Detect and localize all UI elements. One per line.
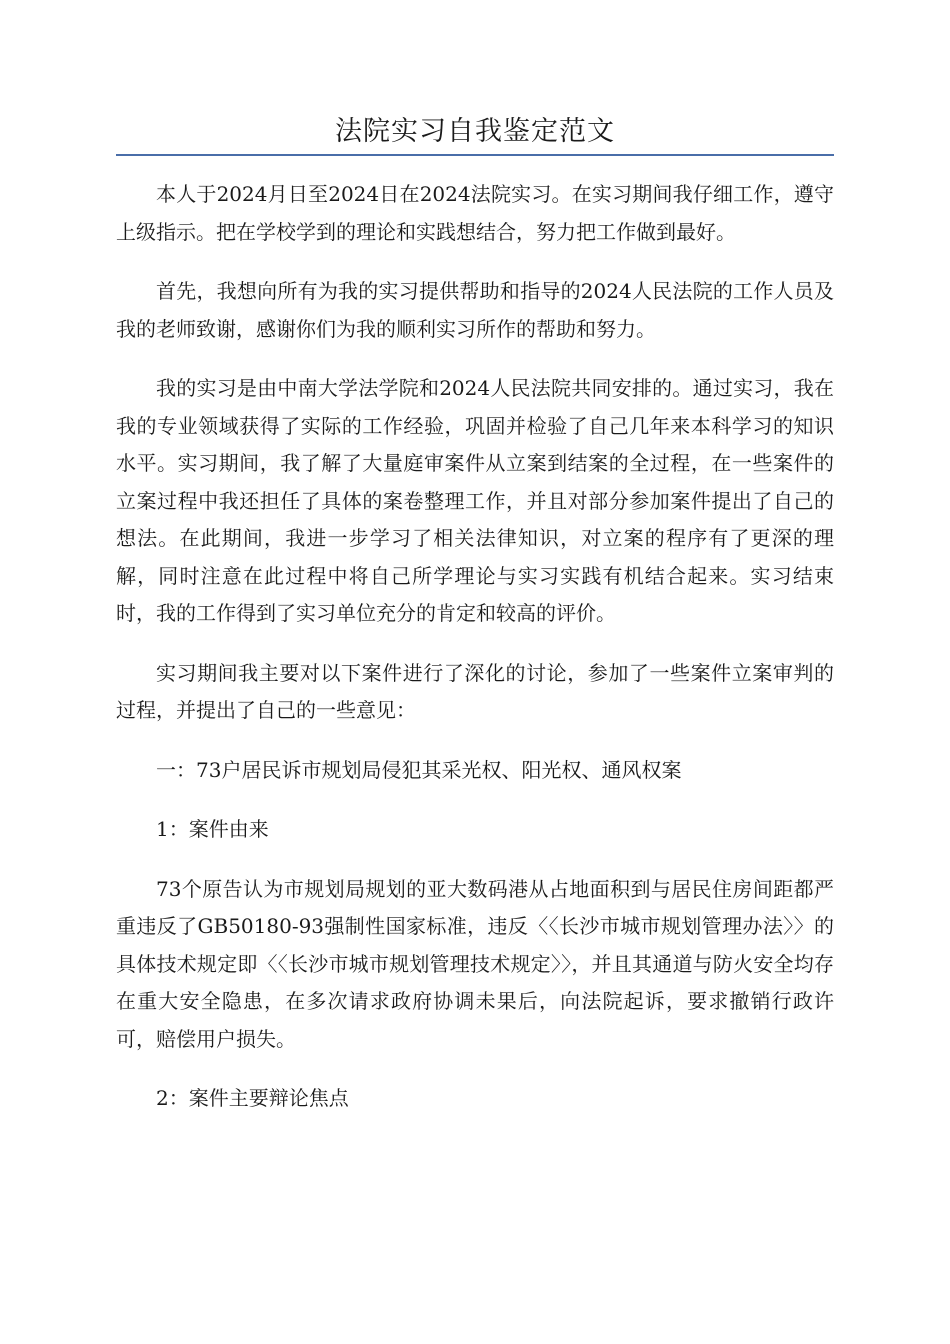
case-section-origin: 1：案件由来 xyxy=(156,817,269,841)
document-title: 法院实习自我鉴定范文 xyxy=(335,116,615,147)
case-section-debate: 2：案件主要辩论焦点 xyxy=(156,1086,349,1110)
paragraph-thanks: 首先，我想向所有为我的实习提供帮助和指导的2024人民法院的工作人员及我的老师致谢，感谢你们为我的顺利实习所作的帮助和努力。 xyxy=(116,279,834,341)
paragraph-experience: 我的实习是由中南大学法学院和2024人民法院共同安排的。通过实习，我在我的专业领域获得了实际的工作经验，巩固并检验了自己几年来本科学习的知识水平。实习期间，我了解了大量庭审案件从立案到结案的全过程，在一些案件的立案过程中我还担任了具体的案卷整理工作，并且对部分参加案件提出了自己的想法。在此期间，我进一步学习了相关法律知识，对立案的程序有了更深的理解，同时注意在此过程中将自己所学理论与实习实践有机结合起来。实习结束时，我的工作得到了实习单位充分的肯定和较高的评价。 xyxy=(116,376,834,625)
paragraph-case-origin: 73个原告认为市规划局规划的亚大数码港从占地面积到与居民住房间距都严重违反了GB50180-93强制性国家标准，违反〈〈长沙市城市规划管理办法〉〉的具体技术规定即〈〈长沙市城市规划管理技术规定〉〉，并且其通道与防火安全均存在重大安全隐患，在多次请求政府协调未果后，向法院起诉，要求撤销行政许可，赔偿用户损失。 xyxy=(116,876,834,1051)
document-body xyxy=(116,176,834,1140)
paragraph-intro: 本人于2024月日至2024日在2024法院实习。在实习期间我仔细工作，遵守上级指示。把在学校学到的理论和实践想结合，努力把工作做到最好。 xyxy=(116,182,834,244)
title-underline xyxy=(116,154,834,156)
paragraph-cases-intro: 实习期间我主要对以下案件进行了深化的讨论，参加了一些案件立案审判的过程，并提出了自己的一些意见： xyxy=(116,660,834,722)
case-heading: 一：73户居民诉市规划局侵犯其采光权、阳光权、通风权案 xyxy=(156,757,682,782)
